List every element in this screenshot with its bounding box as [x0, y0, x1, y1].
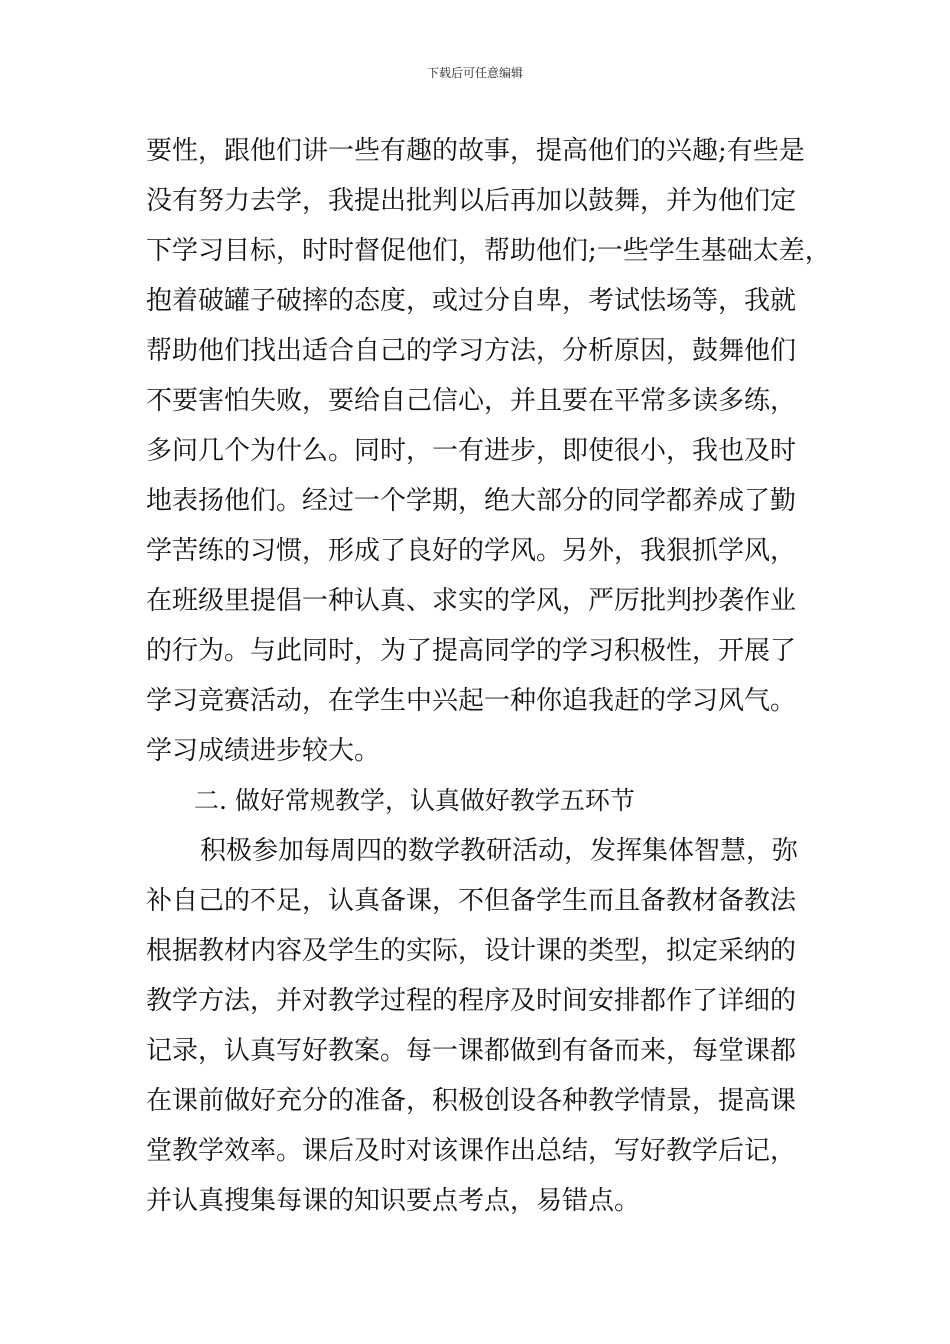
text-line: 学苦练的习惯，形成了良好的学风。另外，我狠抓学风，: [146, 536, 797, 566]
document-body: [146, 126, 836, 1226]
section-heading: 二. 做好常规教学，认真做好教学五环节: [194, 786, 635, 815]
text-line: 不要害怕失败，要给自己信心，并且要在平常多读多练，: [146, 386, 797, 416]
text-line: 堂教学效率。课后及时对该课作出总结，写好教学后记，: [146, 1136, 797, 1166]
text-line: 补自己的不足，认真备课，不但备学生而且备教材备教法: [146, 886, 797, 916]
text-line: 并认真搜集每课的知识要点考点，易错点。: [146, 1186, 641, 1216]
text-line: 抱着破罐子破摔的态度，或过分自卑，考试怯场等，我就: [146, 286, 797, 316]
text-line: 多问几个为什么。同时，一有进步，即使很小，我也及时: [146, 436, 797, 466]
text-line: 学习竞赛活动，在学生中兴起一种你追我赶的学习风气。: [146, 686, 797, 716]
text-line: 下学习目标，时时督促他们，帮助他们;一些学生基础太差，: [146, 236, 831, 266]
text-line: 在课前做好充分的准备，积极创设各种教学情景，提高课: [146, 1086, 797, 1116]
text-line: 没有努力去学，我提出批判以后再加以鼓舞，并为他们定: [146, 186, 797, 216]
text-line: 要性，跟他们讲一些有趣的故事，提高他们的兴趣;有些是: [146, 136, 805, 166]
text-line: 在班级里提倡一种认真、求实的学风，严厉批判抄袭作业: [146, 586, 797, 616]
text-line: 帮助他们找出适合自己的学习方法，分析原因，鼓舞他们: [146, 336, 797, 366]
text-line: 学习成绩进步较大。: [146, 736, 381, 766]
page-header-note: 下载后可任意编辑: [426, 66, 523, 80]
text-line: 记录，认真写好教案。每一课都做到有备而来，每堂课都: [146, 1036, 797, 1066]
text-line: 的行为。与此同时，为了提高同学的学习积极性，开展了: [146, 636, 797, 666]
text-line: 地表扬他们。经过一个学期，绝大部分的同学都养成了勤: [146, 486, 797, 516]
text-line: 教学方法，并对教学过程的程序及时间安排都作了详细的: [146, 986, 797, 1016]
paragraph-first-line: 积极参加每周四的数学教研活动，发挥集体智慧，弥: [200, 836, 799, 866]
text-line: 根据教材内容及学生的实际，设计课的类型，拟定采纳的: [146, 936, 797, 966]
